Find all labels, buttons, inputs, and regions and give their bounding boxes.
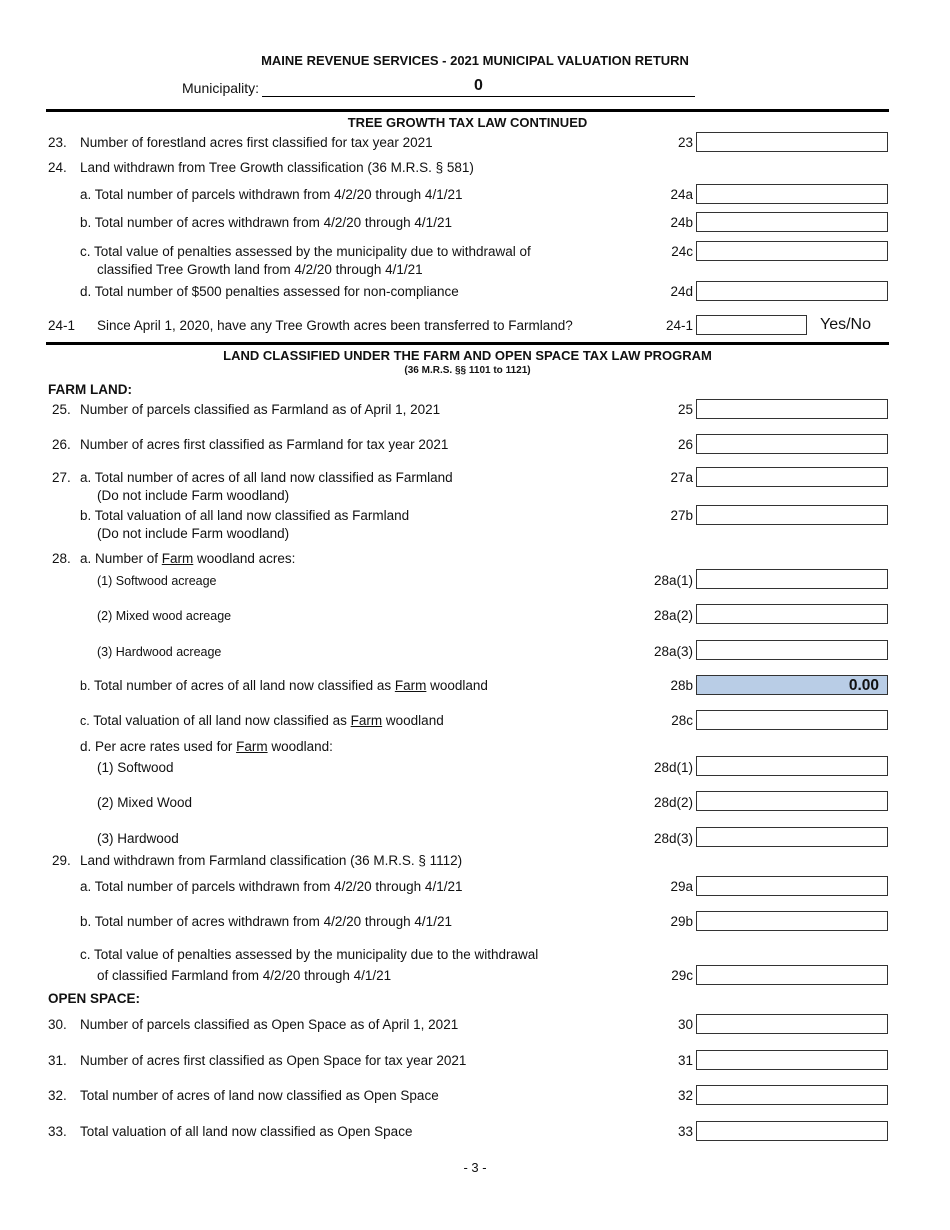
line-28d-pre: d. Per acre rates used for [80,739,237,754]
line-30-code: 30 [677,1017,693,1032]
yes-no-hint: Yes/No [820,316,871,333]
farm-word: Farm [350,713,383,728]
line-24c-input[interactable] [696,241,888,261]
line-29b-label: b. Total number of acres withdrawn from 4/2/20 through 4/1/21 [80,914,452,929]
line-24a-code: 24a [670,187,693,202]
line-29c-code: 29c [671,968,693,983]
line-28b-label [80,678,488,693]
line-number: 24-1 [48,318,76,333]
tree-growth-heading: TREE GROWTH TAX LAW CONTINUED [347,115,588,130]
line-25-code: 25 [677,402,693,417]
line-number: 27. [52,470,71,485]
line-23-code: 23 [677,135,693,150]
line-28a2-input[interactable] [696,604,888,624]
line-28d2-input[interactable] [696,791,888,811]
line-27b-note: (Do not include Farm woodland) [97,526,290,541]
line-27b-code: 27b [670,508,693,523]
line-28b-letter: b. [80,679,91,693]
line-24d-code: 24d [670,284,693,299]
line-28b-pre: Total number of acres of all land now classified as [93,678,395,693]
line-28a3-code: 28a(3) [653,644,693,659]
line-number: 25. [52,402,71,417]
line-24-label: Land withdrawn from Tree Growth classification (36 M.R.S. § 581) [80,160,474,175]
line-24b-input[interactable] [696,212,888,232]
line-28d3-input[interactable] [696,827,888,847]
line-24-1-code: 24-1 [665,318,693,333]
municipality-label: Municipality: [182,80,260,96]
line-29a-label: a. Total number of parcels withdrawn from 4/2/20 through 4/1/21 [80,879,463,894]
line-27b-label: b. Total valuation of all land now classified as Farmland [80,508,410,523]
line-28c-pre: Total valuation of all land now classified as [93,713,351,728]
line-27a-input[interactable] [696,467,888,487]
line-26-input[interactable] [696,434,888,454]
line-32-input[interactable] [696,1085,888,1105]
line-29b-input[interactable] [696,911,888,931]
line-number: 33. [48,1124,67,1139]
line-27a-note: (Do not include Farm woodland) [97,488,290,503]
line-25-label: Number of parcels classified as Farmland as of April 1, 2021 [80,402,441,417]
line-28a1-label: (1) Softwood acreage [97,574,217,588]
line-28a2-code: 28a(2) [653,608,693,623]
line-27b-input[interactable] [696,505,888,525]
line-29c-label: c. Total value of penalties assessed by the municipality due to the withdrawal [80,947,539,962]
section-divider [46,342,889,345]
line-28a1-code: 28a(1) [653,573,693,588]
line-number: 30. [48,1017,67,1032]
municipality-underline [262,96,695,97]
line-29b-code: 29b [670,914,693,929]
line-28d2-code: 28d(2) [653,795,693,810]
line-29a-input[interactable] [696,876,888,896]
line-28d1-label: (1) Softwood [97,760,174,775]
line-33-code: 33 [677,1124,693,1139]
line-24d-label: d. Total number of $500 penalties assessed for non-compliance [80,284,459,299]
farm-word: Farm [236,739,268,754]
line-24c-label-cont: classified Tree Growth land from 4/2/20 through 4/1/21 [97,262,423,277]
line-28a-post: woodland acres: [193,551,296,566]
line-28a3-label: (3) Hardwood acreage [97,645,222,659]
line-number: 26. [52,437,71,452]
line-29-label: Land withdrawn from Farmland classification (36 M.R.S. § 1112) [80,853,463,868]
line-31-code: 31 [677,1053,693,1068]
line-28b-calculated-field: 0.00 [696,675,888,695]
line-24c-label: c. Total value of penalties assessed by the municipality due to withdrawal of [80,244,531,259]
line-33-input[interactable] [696,1121,888,1141]
farm-open-heading: LAND CLASSIFIED UNDER THE FARM AND OPEN SPACE TAX LAW PROGRAM [223,348,712,363]
line-25-input[interactable] [696,399,888,419]
farm-word: Farm [161,551,194,566]
line-24a-input[interactable] [696,184,888,204]
line-28d-label [80,739,333,754]
line-31-input[interactable] [696,1050,888,1070]
line-23-input[interactable] [696,132,888,152]
open-space-label: OPEN SPACE: [48,991,141,1006]
line-28b-post: woodland [426,678,488,693]
page-number: - 3 - [463,1160,487,1175]
line-number: 23. [48,135,67,150]
line-28a1-input[interactable] [696,569,888,589]
line-number: 32. [48,1088,67,1103]
line-28a-pre: a. Number of [80,551,162,566]
line-28b-code: 28b [670,678,693,693]
line-24c-code: 24c [671,244,693,259]
line-32-label: Total number of acres of land now classified as Open Space [80,1088,439,1103]
section-divider [46,109,889,112]
line-30-label: Number of parcels classified as Open Space as of April 1, 2021 [80,1017,459,1032]
line-31-label: Number of acres first classified as Open Space for tax year 2021 [80,1053,467,1068]
farm-open-subheading: (36 M.R.S. §§ 1101 to 1121) [404,365,531,376]
line-28a-label [80,551,295,566]
line-28a3-input[interactable] [696,640,888,660]
line-26-label: Number of acres first classified as Farmland for tax year 2021 [80,437,449,452]
form-title: MAINE REVENUE SERVICES - 2021 MUNICIPAL VALUATION RETURN [261,53,689,68]
line-29c-label-cont: of classified Farmland from 4/2/20 through 4/1/21 [97,968,392,983]
line-28c-letter: c. [80,714,90,728]
line-26-code: 26 [677,437,693,452]
line-27a-code: 27a [670,470,693,485]
line-24b-code: 24b [670,215,693,230]
line-number: 29. [52,853,71,868]
line-28c-post: woodland [382,713,444,728]
line-27a-label: a. Total number of acres of all land now classified as Farmland [80,470,453,485]
line-28d1-code: 28d(1) [653,760,693,775]
line-24-1-input[interactable] [696,315,807,335]
line-28c-input[interactable] [696,710,888,730]
line-28d-post: woodland: [267,739,333,754]
line-28a2-label: (2) Mixed wood acreage [97,609,232,623]
line-28d3-code: 28d(3) [653,831,693,846]
line-24-1-label: Since April 1, 2020, have any Tree Growth acres been transferred to Farmland? [97,318,573,333]
line-24a-label: a. Total number of parcels withdrawn from 4/2/20 through 4/1/21 [80,187,463,202]
line-29a-code: 29a [670,879,693,894]
municipality-field[interactable]: 0 [474,77,483,94]
line-number: 31. [48,1053,67,1068]
line-24d-input[interactable] [696,281,888,301]
line-28c-code: 28c [671,713,693,728]
line-28c-label [80,713,444,728]
line-32-code: 32 [677,1088,693,1103]
farm-land-label: FARM LAND: [48,382,132,397]
line-28d2-label: (2) Mixed Wood [97,795,193,810]
line-29c-input[interactable] [696,965,888,985]
line-23-label: Number of forestland acres first classified for tax year 2021 [80,135,433,150]
line-28d1-input[interactable] [696,756,888,776]
line-number: 24. [48,160,67,175]
line-28d3-label: (3) Hardwood [97,831,179,846]
farm-word: Farm [394,678,427,693]
line-24b-label: b. Total number of acres withdrawn from 4/2/20 through 4/1/21 [80,215,452,230]
line-33-label: Total valuation of all land now classified as Open Space [80,1124,413,1139]
line-30-input[interactable] [696,1014,888,1034]
line-number: 28. [52,551,71,566]
